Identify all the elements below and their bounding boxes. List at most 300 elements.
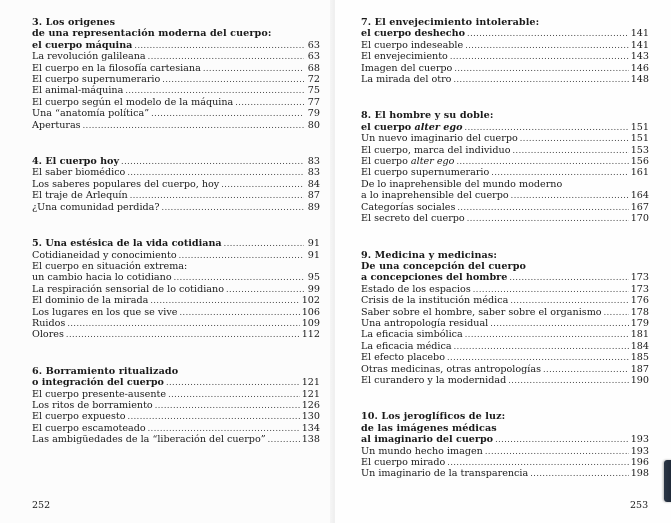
- entry-title: [361, 145, 510, 156]
- entry-page-number: 179: [630, 317, 649, 329]
- toc-entry[interactable]: [32, 295, 320, 306]
- entry-title-text: Categorías sociales: [361, 201, 456, 213]
- dot-leader: [473, 284, 629, 295]
- right-page: [335, 0, 671, 523]
- entry-title: [361, 352, 445, 363]
- entry-page-number: 84: [307, 178, 320, 190]
- table-of-contents-left: [32, 17, 320, 471]
- entry-title: [361, 202, 455, 213]
- chapter-title-entry[interactable]: [32, 377, 320, 388]
- toc-entry[interactable]: [361, 145, 649, 156]
- entry-page-number: 178: [630, 306, 649, 318]
- entry-title-text: El cuerpo expuesto: [32, 411, 126, 423]
- dot-leader: [454, 63, 628, 74]
- entry-title-text: La mirada del otro: [361, 74, 452, 86]
- dot-leader: [457, 202, 628, 213]
- dot-leader: [66, 329, 300, 340]
- entry-title: [361, 122, 463, 133]
- entry-title-text: Una “anatomía política”: [32, 108, 150, 120]
- toc-entry[interactable]: [361, 156, 649, 167]
- dot-leader: [162, 74, 304, 85]
- entry-page-number: 148: [630, 74, 649, 86]
- dot-leader: [134, 40, 304, 51]
- entry-title: [361, 179, 562, 190]
- entry-page-number: 126: [301, 399, 320, 411]
- table-of-contents-right: [361, 17, 649, 505]
- dot-leader: [125, 85, 304, 96]
- toc-entry[interactable]: [32, 284, 320, 295]
- toc-entry[interactable]: [32, 307, 320, 318]
- toc-entry[interactable]: [32, 272, 320, 283]
- toc-entry[interactable]: [32, 120, 320, 131]
- toc-entry[interactable]: [361, 284, 649, 295]
- entry-title: [361, 341, 452, 352]
- chapter-heading-line: de una representación moderna del cuerpo:: [32, 28, 272, 40]
- chapter-title-entry[interactable]: [32, 40, 320, 51]
- toc-entry[interactable]: [32, 434, 320, 445]
- entry-title-text: Olores: [32, 329, 64, 341]
- entry-title-text: un cambio hacia lo cotidiano: [32, 272, 172, 284]
- dot-leader: [454, 341, 629, 352]
- dot-leader: [453, 74, 628, 85]
- dot-leader: [509, 272, 628, 283]
- entry-page-number: 130: [301, 411, 320, 423]
- entry-title: [32, 179, 219, 190]
- entry-title: [361, 167, 489, 178]
- entry-title-text: El cuerpo supernumerario: [32, 74, 161, 86]
- chapter-title-entry[interactable]: [361, 434, 649, 445]
- dot-leader: [150, 295, 299, 306]
- dot-leader: [179, 307, 299, 318]
- chapter-heading-line: 6. Borramiento ritualizado: [32, 365, 179, 377]
- toc-entry[interactable]: [361, 51, 649, 62]
- entry-title-text: El cuerpo presente-ausente: [32, 388, 167, 400]
- entry-title: [32, 63, 201, 74]
- dot-leader: [467, 28, 629, 39]
- entry-title-text: El envejecimiento: [361, 51, 448, 63]
- chapter-title-entry[interactable]: [361, 272, 649, 283]
- toc-entry[interactable]: [361, 63, 649, 74]
- entry-title: [361, 156, 454, 167]
- entry-title: [32, 167, 125, 178]
- dot-leader: [485, 446, 629, 457]
- entry-title-text: El secreto del cuerpo: [361, 213, 465, 225]
- entry-title-text: Los lugares en los que se vive: [32, 306, 178, 318]
- chapter-heading-line: 7. El envejecimiento intolerable:: [361, 17, 540, 28]
- dot-leader: [168, 389, 300, 400]
- entry-page-number: 112: [301, 329, 320, 341]
- dot-leader: [450, 51, 629, 62]
- entry-page-number: 83: [307, 156, 320, 168]
- toc-entry[interactable]: [361, 133, 649, 144]
- entry-title: [361, 434, 493, 445]
- entry-page-number: 146: [630, 62, 649, 74]
- entry-title-text: La eficacia médica: [361, 340, 452, 352]
- entry-page-number: 72: [307, 74, 320, 86]
- entry-page-number: 138: [301, 434, 320, 446]
- entry-title-text: Aperturas: [32, 119, 81, 131]
- dot-leader: [221, 179, 304, 190]
- entry-page-number: 164: [630, 190, 649, 202]
- entry-title-text: Cotidianeidad y conocimiento: [32, 249, 177, 261]
- entry-title-text: El dominio de la mirada: [32, 295, 149, 307]
- entry-page-number: 121: [301, 377, 320, 389]
- toc-entry[interactable]: [32, 167, 320, 178]
- toc-entry[interactable]: [32, 63, 320, 74]
- dot-leader: [490, 318, 628, 329]
- toc-entry[interactable]: [361, 307, 649, 318]
- chapter-title-entry[interactable]: [361, 122, 649, 133]
- dot-leader: [224, 238, 304, 249]
- entry-page-number: 196: [630, 457, 649, 468]
- dot-leader: [162, 202, 304, 213]
- dot-leader: [495, 434, 629, 445]
- entry-page-number: 63: [307, 39, 320, 51]
- entry-title-text: Un nuevo imaginario del cuerpo: [361, 133, 518, 145]
- entry-page-number: 176: [630, 295, 649, 307]
- dot-leader: [83, 120, 304, 131]
- dot-leader: [155, 400, 300, 411]
- toc-entry[interactable]: [361, 213, 649, 224]
- entry-title: [361, 329, 463, 340]
- entry-page-number: 143: [630, 51, 649, 63]
- entry-title: [32, 108, 149, 119]
- entry-page-number: 68: [307, 62, 320, 74]
- entry-title: [361, 295, 508, 306]
- entry-title-text: El cuerpo en situación extrema:: [32, 260, 188, 272]
- entry-page-number: 173: [630, 283, 649, 295]
- entry-title-italic: alter ego: [414, 121, 463, 133]
- entry-page-number: 80: [307, 119, 320, 131]
- dot-leader: [179, 250, 304, 261]
- entry-title: [361, 318, 488, 329]
- toc-entry[interactable]: [361, 446, 649, 457]
- entry-title-text: De lo inaprehensible del mundo moderno: [361, 178, 563, 190]
- entry-title: [32, 272, 172, 283]
- toc-entry[interactable]: [32, 389, 320, 400]
- toc-chapter: [361, 250, 649, 387]
- entry-title-text: El efecto placebo: [361, 352, 445, 364]
- entry-page-number: 167: [630, 201, 649, 213]
- chapter-title-entry[interactable]: [32, 156, 320, 167]
- entry-title-text: 4. El cuerpo hoy: [32, 156, 120, 168]
- entry-title: [32, 400, 153, 411]
- toc-entry[interactable]: [32, 261, 320, 272]
- dot-leader: [447, 352, 629, 363]
- entry-page-number: 102: [301, 295, 320, 307]
- toc-chapter: [361, 110, 649, 224]
- dot-leader: [128, 411, 300, 422]
- entry-title-text: ¿Una comunidad perdida?: [32, 201, 160, 213]
- entry-title: [361, 28, 465, 39]
- entry-title-text: a lo inaprehensible del cuerpo: [361, 190, 509, 202]
- entry-title: [32, 261, 187, 272]
- entry-title: [32, 97, 233, 108]
- dot-leader: [121, 156, 304, 167]
- entry-title-text: Los ritos de borramiento: [32, 399, 153, 411]
- dot-leader: [604, 307, 629, 318]
- entry-title-text: La revolución galileana: [32, 51, 146, 63]
- entry-title-text: o integración del cuerpo: [32, 377, 164, 389]
- entry-title: [361, 457, 445, 468]
- entry-title-text: Un mundo hecho imagen: [361, 445, 483, 457]
- entry-title-text: Ruidos: [32, 317, 66, 329]
- toc-entry[interactable]: [361, 179, 649, 190]
- entry-title: [32, 85, 123, 96]
- entry-page-number: 193: [630, 445, 649, 457]
- entry-title: [361, 284, 471, 295]
- dot-leader: [508, 375, 628, 386]
- entry-title: [32, 389, 166, 400]
- entry-page-number: 91: [307, 249, 320, 261]
- dot-leader: [510, 295, 628, 306]
- entry-title: [32, 238, 222, 249]
- dot-leader: [456, 156, 628, 167]
- toc-entry[interactable]: [32, 74, 320, 85]
- entry-title: [32, 74, 160, 85]
- dot-leader: [268, 434, 300, 445]
- entry-page-number: 170: [630, 213, 649, 225]
- toc-entry[interactable]: [32, 190, 320, 201]
- toc-entry[interactable]: [361, 190, 649, 201]
- toc-chapter: [361, 17, 649, 85]
- toc-entry[interactable]: [32, 400, 320, 411]
- entry-title-text: el cuerpo: [361, 121, 415, 133]
- entry-title-text: El cuerpo escamoteado: [32, 422, 146, 434]
- entry-title-text: Crisis de la institución médica: [361, 295, 509, 307]
- entry-page-number: 63: [307, 51, 320, 63]
- toc-entry[interactable]: [32, 411, 320, 422]
- entry-title-text: El cuerpo en la filosofía cartesiana: [32, 62, 201, 74]
- toc-chapter: [32, 156, 320, 213]
- chapter-heading-line: 3. Los origenes: [32, 17, 116, 28]
- entry-title-text: El cuerpo: [361, 156, 411, 168]
- dot-leader: [226, 284, 304, 295]
- dot-leader: [520, 133, 629, 144]
- toc-entry[interactable]: [361, 74, 649, 85]
- dot-leader: [543, 364, 629, 375]
- toc-entry[interactable]: [361, 318, 649, 329]
- entry-title: [361, 63, 452, 74]
- entry-title-text: La eficacia simbólica: [361, 329, 463, 341]
- entry-page-number: 109: [301, 317, 320, 329]
- entry-title: [361, 468, 528, 479]
- entry-title: [361, 74, 451, 85]
- toc-entry[interactable]: [361, 375, 649, 386]
- dot-leader: [151, 108, 304, 119]
- dot-leader: [127, 167, 304, 178]
- entry-title-text: El saber biomédico: [32, 167, 126, 179]
- dot-leader: [130, 190, 304, 201]
- dot-leader: [465, 40, 629, 51]
- entry-page-number: 91: [307, 238, 320, 250]
- entry-page-number: 184: [630, 340, 649, 352]
- toc-entry[interactable]: [32, 202, 320, 213]
- entry-page-number: 89: [307, 201, 320, 213]
- entry-title: [32, 377, 164, 388]
- dot-leader: [491, 167, 628, 178]
- dot-leader: [530, 468, 628, 479]
- entry-title-text: Estado de los espacios: [361, 283, 471, 295]
- dot-leader: [465, 122, 629, 133]
- entry-title: [32, 51, 146, 62]
- toc-entry[interactable]: [32, 179, 320, 190]
- entry-title-text: Un imaginario de la transparencia: [361, 468, 529, 480]
- entry-page-number: 79: [307, 108, 320, 120]
- entry-page-number: 134: [301, 422, 320, 434]
- chapter-heading-line: De una concepción del cuerpo: [361, 260, 527, 272]
- toc-entry[interactable]: [32, 51, 320, 62]
- toc-entry[interactable]: [32, 423, 320, 434]
- entry-page-number: 106: [301, 306, 320, 318]
- entry-title-text: El cuerpo, marca del individuo: [361, 144, 511, 156]
- entry-title: [32, 318, 65, 329]
- toc-entry[interactable]: [361, 40, 649, 51]
- entry-title: [361, 446, 483, 457]
- entry-title: [32, 307, 177, 318]
- dot-leader: [465, 329, 629, 340]
- entry-title-text: 5. Una estésica de la vida cotidiana: [32, 238, 222, 250]
- entry-title-text: Una antropología residual: [361, 317, 489, 329]
- entry-title: [32, 434, 266, 445]
- entry-title-text: Los saberes populares del cuerpo, hoy: [32, 178, 220, 190]
- toc-entry[interactable]: [361, 457, 649, 468]
- entry-page-number: 198: [630, 468, 649, 480]
- toc-entry[interactable]: [32, 85, 320, 96]
- entry-page-number: 173: [630, 272, 649, 284]
- entry-page-number: 141: [630, 39, 649, 51]
- entry-title-italic: alter ego: [410, 156, 455, 168]
- entry-title-text: Las ambigüedades de la “liberación del cuerpo”: [32, 434, 266, 446]
- entry-title: [32, 190, 128, 201]
- entry-title-text: al imaginario del cuerpo: [361, 434, 494, 446]
- entry-title: [361, 364, 541, 375]
- entry-title-text: Saber sobre el hombre, saber sobre el organismo: [361, 306, 602, 318]
- entry-title-text: Otras medicinas, otras antropologías: [361, 363, 541, 375]
- entry-page-number: 99: [307, 283, 320, 295]
- entry-title: [361, 40, 463, 51]
- entry-title: [361, 307, 602, 318]
- dot-leader: [148, 51, 304, 62]
- entry-page-number: 151: [630, 133, 649, 145]
- chapter-heading-line: 9. Medicina y medicinas:: [361, 249, 497, 261]
- entry-page-number: 193: [630, 434, 649, 446]
- page-number-right: 253: [630, 500, 649, 511]
- chapter-heading-line: 8. El hombre y su doble:: [361, 110, 494, 122]
- dot-leader: [512, 145, 628, 156]
- dot-leader: [67, 318, 299, 329]
- toc-entry[interactable]: [361, 468, 649, 479]
- entry-title: [361, 133, 518, 144]
- entry-title: [32, 250, 177, 261]
- dot-leader: [467, 213, 629, 224]
- entry-page-number: 187: [630, 363, 649, 375]
- entry-page-number: 153: [630, 144, 649, 156]
- toc-entry[interactable]: [32, 250, 320, 261]
- entry-title-text: El cuerpo mirado: [361, 457, 446, 468]
- entry-title: [32, 40, 132, 51]
- entry-page-number: 181: [630, 329, 649, 341]
- toc-chapter: [361, 411, 649, 479]
- entry-page-number: 121: [301, 388, 320, 400]
- entry-page-number: 161: [630, 167, 649, 179]
- toc-entry[interactable]: [361, 202, 649, 213]
- entry-title: [32, 156, 119, 167]
- toc-entry[interactable]: [32, 318, 320, 329]
- dot-leader: [174, 272, 304, 283]
- entry-title: [361, 375, 506, 386]
- chapter-title-entry[interactable]: [361, 28, 649, 39]
- entry-title-text: Imagen del cuerpo: [361, 62, 453, 74]
- entry-title: [32, 423, 146, 434]
- entry-title: [361, 213, 465, 224]
- dot-leader: [166, 377, 300, 388]
- entry-title-text: El cuerpo supernumerario: [361, 167, 490, 179]
- toc-entry[interactable]: [361, 167, 649, 178]
- entry-page-number: 75: [307, 85, 320, 97]
- entry-page-number: 151: [630, 121, 649, 133]
- toc-entry[interactable]: [361, 295, 649, 306]
- entry-page-number: 83: [307, 167, 320, 179]
- entry-title-text: el cuerpo deshecho: [361, 28, 466, 40]
- entry-title: [32, 329, 64, 340]
- left-page: [0, 0, 335, 523]
- entry-title-text: La respiración sensorial de lo cotidiano: [32, 283, 224, 295]
- entry-title: [361, 51, 448, 62]
- entry-title-text: El animal-máquina: [32, 85, 124, 97]
- entry-page-number: 185: [630, 352, 649, 364]
- entry-page-number: 190: [630, 374, 649, 386]
- entry-title: [32, 295, 148, 306]
- toc-chapter: [32, 366, 320, 446]
- entry-title-text: El traje de Arlequín: [32, 190, 128, 202]
- entry-page-number: 95: [307, 272, 320, 284]
- entry-title-text: a concepciones del hombre: [361, 272, 508, 284]
- entry-title-text: El curandero y la modernidad: [361, 374, 507, 386]
- toc-entry[interactable]: [361, 364, 649, 375]
- toc-chapter: [32, 238, 320, 341]
- entry-title-text: El cuerpo según el modelo de la máquina: [32, 96, 234, 108]
- toc-entry[interactable]: [32, 329, 320, 340]
- dot-leader: [235, 97, 304, 108]
- entry-page-number: 77: [307, 96, 320, 108]
- toc-entry[interactable]: [361, 341, 649, 352]
- entry-title: [361, 190, 509, 201]
- dot-leader: [511, 190, 629, 201]
- entry-title: [32, 411, 126, 422]
- toc-entry[interactable]: [361, 352, 649, 363]
- chapter-heading-line: de las imágenes médicas: [361, 422, 497, 434]
- dot-leader: [447, 457, 628, 468]
- chapter-title-entry[interactable]: [32, 238, 320, 249]
- entry-title-text: el cuerpo máquina: [32, 39, 133, 51]
- entry-page-number: 156: [630, 156, 649, 168]
- dot-leader: [148, 423, 300, 434]
- side-panel-tab[interactable]: [664, 460, 671, 502]
- entry-title: [361, 272, 507, 283]
- entry-title-text: El cuerpo indeseable: [361, 39, 464, 51]
- toc-entry[interactable]: [361, 329, 649, 340]
- entry-title: [32, 120, 81, 131]
- entry-page-number: 141: [630, 28, 649, 40]
- toc-chapter: [32, 17, 320, 131]
- entry-title: [32, 284, 224, 295]
- page-number-left: 252: [32, 500, 51, 511]
- entry-page-number: 87: [307, 190, 320, 202]
- toc-entry[interactable]: [32, 97, 320, 108]
- dot-leader: [203, 63, 304, 74]
- toc-entry[interactable]: [32, 108, 320, 119]
